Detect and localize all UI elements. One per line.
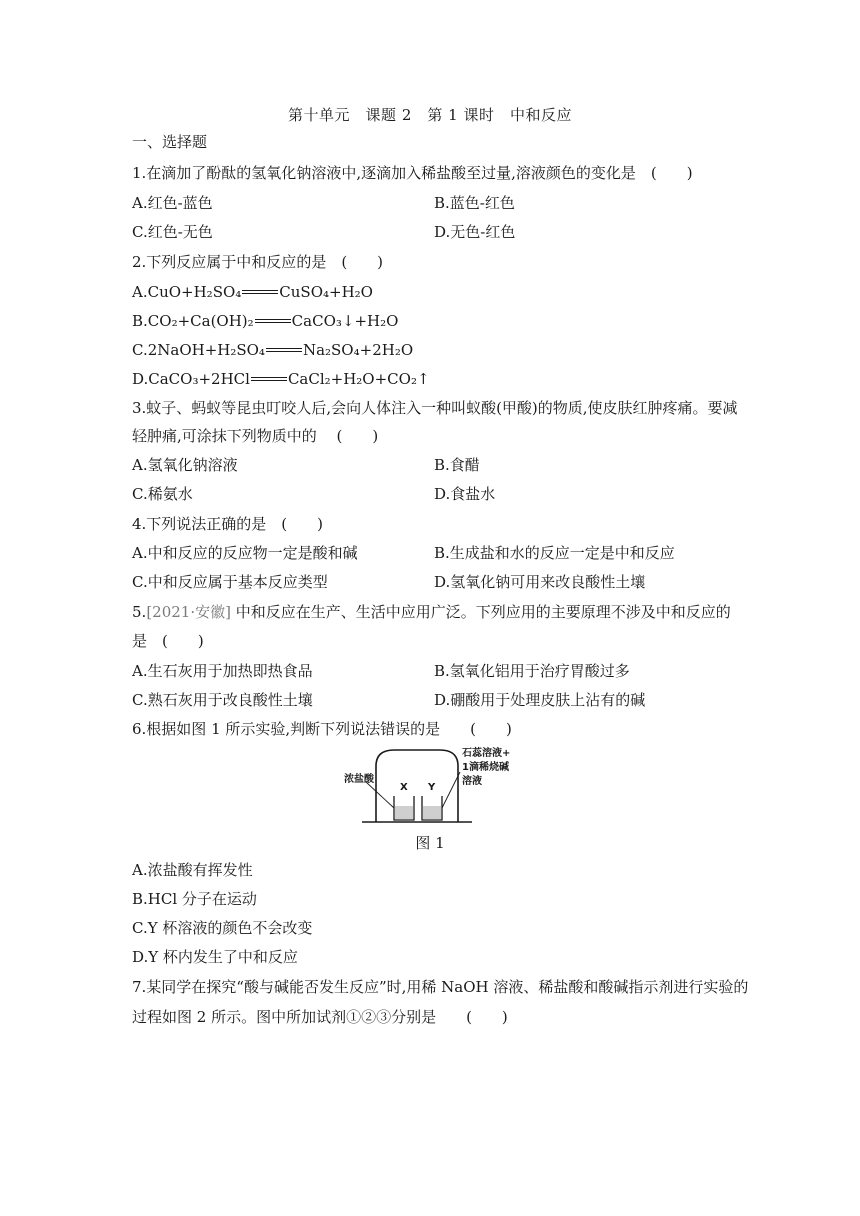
equation-products: CaCl₂+H₂O+CO₂↑ — [287, 370, 430, 388]
question-5-option-c: C.熟石灰用于改良酸性土壤 — [132, 691, 313, 709]
question-4-option-d: D.氢氧化钠可用来改良酸性土壤 — [434, 573, 646, 591]
label-x: X — [400, 782, 408, 793]
bell-jar — [376, 750, 458, 822]
question-2-option-c — [132, 340, 413, 360]
question-5-option-d: D.硼酸用于处理皮肤上沾有的碱 — [434, 691, 646, 709]
beaker-y-liquid — [423, 806, 441, 819]
question-5-stem-line-2: 是 ( ) — [132, 632, 204, 650]
equation-reactants: C.2NaOH+H₂SO₄ — [132, 341, 265, 359]
question-1-stem: 1.在滴加了酚酞的氢氧化钠溶液中,逐滴加入稀盐酸至过量,溶液颜色的变化是 ( ) — [132, 164, 693, 182]
question-3-stem-line-2: 轻肿痛,可涂抹下列物质中的 ( ) — [132, 427, 379, 445]
question-3-option-d: D.食盐水 — [434, 485, 496, 503]
question-6-option-d: D.Y 杯内发生了中和反应 — [132, 948, 298, 966]
question-5-stem-line-1 — [132, 602, 731, 622]
leader-line-left — [366, 782, 394, 808]
question-4-option-a: A.中和反应的反应物一定是酸和碱 — [132, 544, 358, 562]
figure-1-caption: 图 1 — [415, 834, 445, 852]
equation-reactants: B.CO₂+Ca(OH)₂ — [132, 312, 254, 330]
question-1-option-a: A.红色-蓝色 — [132, 194, 213, 212]
label-litmus-line-2: 1滴稀烧碱 — [462, 762, 509, 773]
question-1-option-b: B.蓝色-红色 — [434, 194, 515, 212]
question-3-option-a: A.氢氧化钠溶液 — [132, 456, 238, 474]
question-number: 5. — [132, 603, 147, 621]
question-text: 中和反应在生产、生活中应用广泛。下列应用的主要原理不涉及中和反应的 — [230, 603, 731, 621]
question-2-option-d — [132, 369, 430, 389]
question-5-option-a: A.生石灰用于加热即热食品 — [132, 662, 313, 680]
section-heading: 一、选择题 — [132, 133, 208, 151]
question-1-option-d: D.无色-红色 — [434, 223, 516, 241]
equals-sign — [255, 317, 291, 327]
equation-reactants: A.CuO+H₂SO₄ — [132, 283, 242, 301]
label-y: Y — [428, 782, 436, 793]
question-6-option-b: B.HCl 分子在运动 — [132, 890, 257, 908]
question-4-option-c: C.中和反应属于基本反应类型 — [132, 573, 328, 591]
page-title: 第十单元 课题 2 第 1 课时 中和反应 — [288, 106, 572, 124]
question-6-stem: 6.根据如图 1 所示实验,判断下列说法错误的是 ( ) — [132, 720, 512, 738]
label-concentrated-hcl: 浓盐酸 — [344, 774, 374, 785]
question-2-option-b — [132, 311, 398, 331]
label-litmus-line-1: 石蕊溶液+ — [462, 748, 511, 759]
question-6-option-c: C.Y 杯溶液的颜色不会改变 — [132, 919, 313, 937]
equation-reactants: D.CaCO₃+2HCl — [132, 370, 250, 388]
label-litmus-line-3: 溶液 — [462, 776, 482, 787]
beaker-x-liquid — [395, 806, 413, 819]
equation-products: CaCO₃↓+H₂O — [291, 312, 399, 330]
equation-products: Na₂SO₄+2H₂O — [302, 341, 414, 359]
equation-products: CuSO₄+H₂O — [279, 283, 373, 301]
question-7-stem-line-1: 7.某同学在探究“酸与碱能否发生反应”时,用稀 NaOH 溶液、稀盐酸和酸碱指示剂进行实验的 — [132, 978, 749, 996]
question-3-option-b: B.食醋 — [434, 456, 480, 474]
question-5-option-b: B.氢氧化铝用于治疗胃酸过多 — [434, 662, 630, 680]
question-7-stem-line-2: 过程如图 2 所示。图中所加试剂①②③分别是 ( ) — [132, 1008, 508, 1026]
source-tag: [2021·安徽] — [146, 603, 231, 621]
question-2-option-a — [132, 282, 373, 302]
question-3-stem-line-1: 3.蚊子、蚂蚁等昆虫叮咬人后,会向人体注入一种叫蚁酸(甲酸)的物质,使皮肤红肿疼痛。要减 — [132, 399, 738, 417]
equals-sign — [266, 346, 302, 356]
question-4-stem: 4.下列说法正确的是 ( ) — [132, 515, 324, 533]
figure-1-experiment-diagram — [342, 742, 522, 830]
question-6-option-a: A.浓盐酸有挥发性 — [132, 861, 253, 879]
question-4-option-b: B.生成盐和水的反应一定是中和反应 — [434, 544, 675, 562]
question-2-stem: 2.下列反应属于中和反应的是 ( ) — [132, 253, 384, 271]
equals-sign — [242, 288, 278, 298]
equals-sign — [251, 375, 287, 385]
question-1-option-c: C.红色-无色 — [132, 223, 213, 241]
question-3-option-c: C.稀氨水 — [132, 485, 193, 503]
